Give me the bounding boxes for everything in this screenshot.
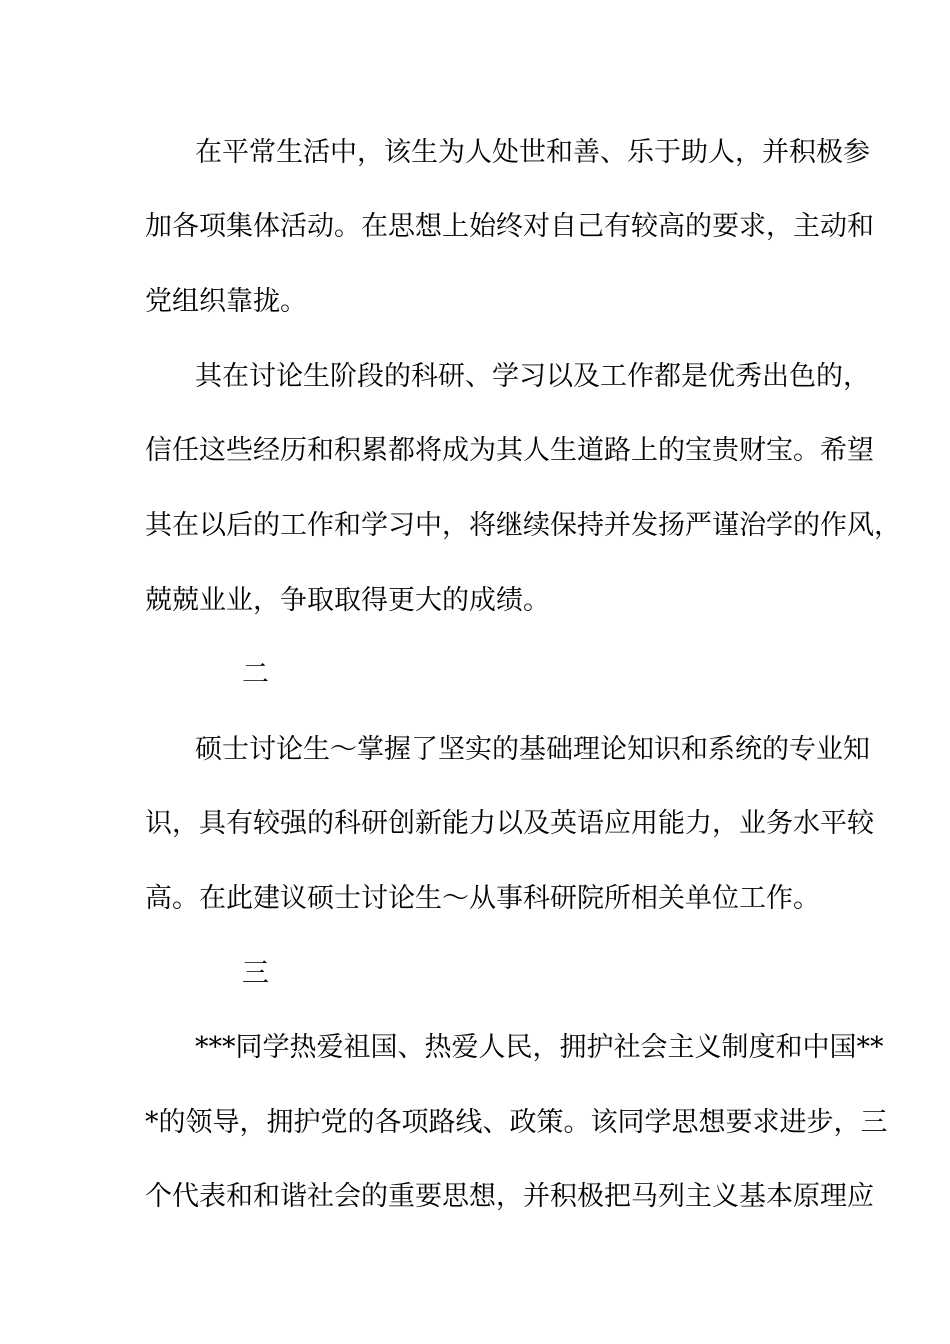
paragraph-2-line-1: 其在讨论生阶段的科研、学习以及工作都是优秀出色的， bbox=[195, 361, 870, 392]
paragraph-3-line-2: 识，具有较强的科研创新能力以及英语应用能力，业务水平较 bbox=[145, 808, 874, 839]
paragraph-1-line-2: 加各项集体活动。在思想上始终对自己有较高的要求，主动和 bbox=[145, 211, 874, 242]
section-heading-two: 二 bbox=[242, 659, 269, 690]
paragraph-4-line-1: ***同学热爱祖国、热爱人民，拥护社会主义制度和中国** bbox=[195, 1032, 884, 1063]
paragraph-2-line-2: 信任这些经历和积累都将成为其人生道路上的宝贵财宝。希望 bbox=[145, 435, 874, 466]
paragraph-3-line-3: 高。在此建议硕士讨论生～从事科研院所相关单位工作。 bbox=[145, 883, 820, 914]
paragraph-4-line-3: 个代表和和谐社会的重要思想，并积极把马列主义基本原理应 bbox=[145, 1181, 874, 1212]
paragraph-1-line-3: 党组织靠拢。 bbox=[145, 286, 307, 317]
paragraph-4-line-2: *的领导，拥护党的各项路线、政策。该同学思想要求进步，三 bbox=[145, 1107, 888, 1138]
paragraph-2-line-4: 兢兢业业，争取取得更大的成绩。 bbox=[145, 585, 550, 616]
paragraph-2-line-3: 其在以后的工作和学习中，将继续保持并发扬严谨治学的作风， bbox=[145, 510, 901, 541]
section-heading-three: 三 bbox=[242, 958, 269, 989]
paragraph-3-line-1: 硕士讨论生～掌握了坚实的基础理论知识和系统的专业知 bbox=[195, 734, 870, 765]
paragraph-1-line-1: 在平常生活中，该生为人处世和善、乐于助人，并积极参 bbox=[195, 137, 870, 168]
